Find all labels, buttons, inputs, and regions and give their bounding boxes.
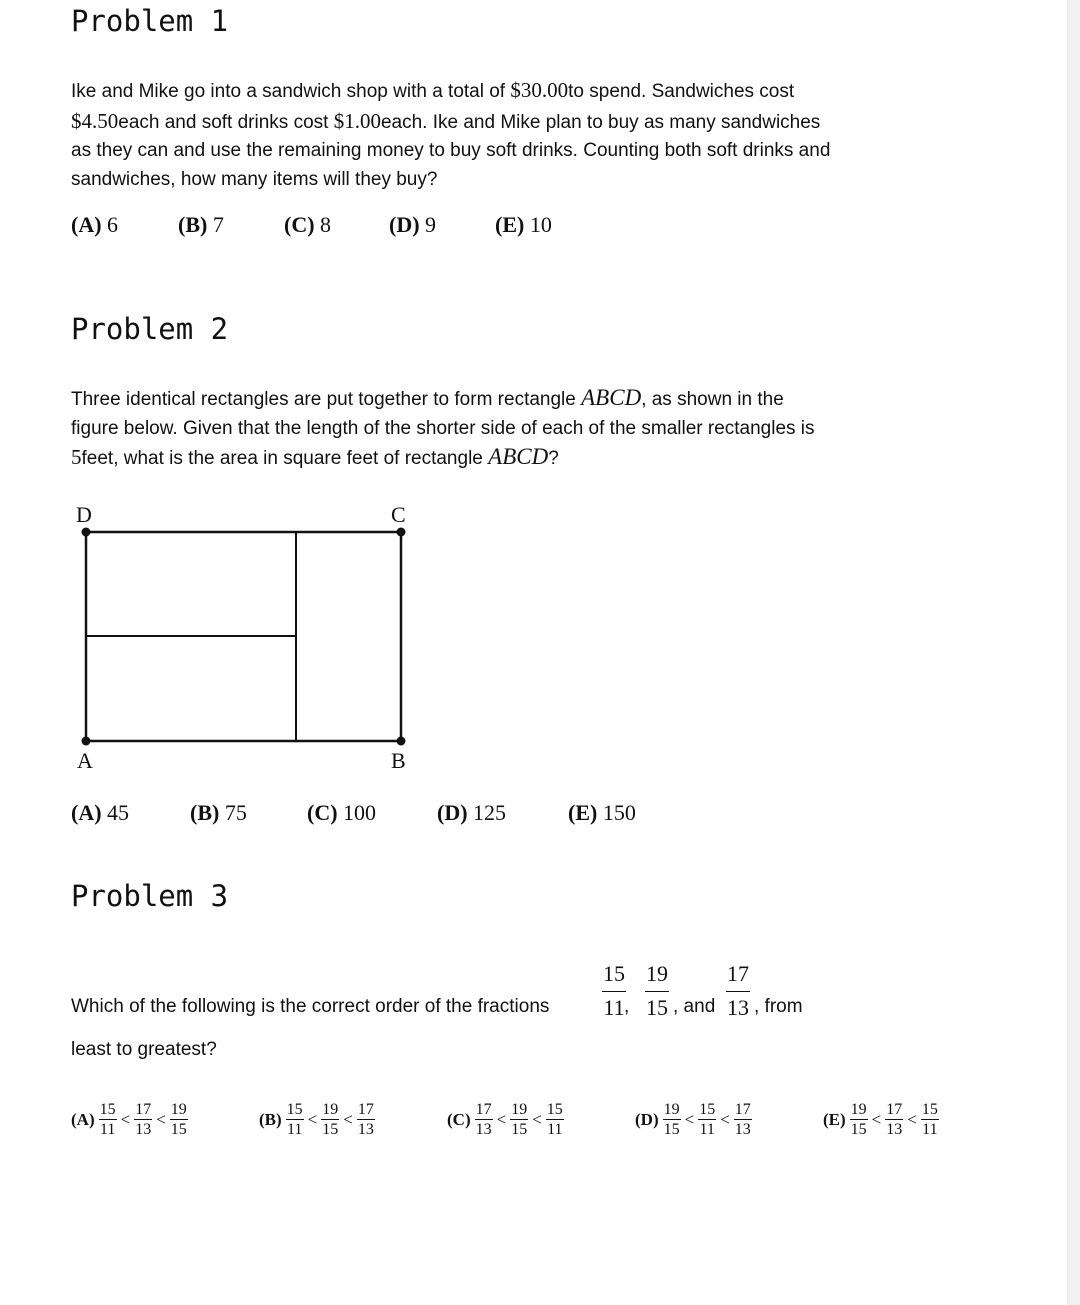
numerator: 19 [663, 1101, 680, 1118]
numerator: 15 [286, 1101, 303, 1118]
p1-choice-a[interactable] [71, 212, 118, 238]
numerator: 19 [646, 961, 668, 986]
choice-fraction [885, 1102, 903, 1138]
fraction-bar [134, 1119, 152, 1120]
fraction-bar [663, 1119, 681, 1120]
denominator: 11 [699, 1121, 715, 1138]
vertex-c-label: C [391, 502, 406, 527]
fraction-bar [698, 1119, 716, 1120]
denominator: 11 [603, 995, 625, 1020]
choice-fraction [134, 1102, 152, 1138]
choice-fraction [663, 1102, 681, 1138]
p1-text-1: Ike and Mike go into a sandwich shop with a total of [71, 81, 511, 102]
problem-1-heading: Problem 1 [71, 4, 229, 38]
fraction-bar [726, 991, 750, 992]
less-than: < [156, 1110, 166, 1129]
denominator: 13 [357, 1121, 374, 1138]
fraction-bar [734, 1119, 752, 1120]
problem-3-heading: Problem 3 [71, 879, 229, 913]
p3-choice-e[interactable] [823, 1102, 941, 1138]
choice-label: (E) [823, 1110, 846, 1129]
choice-value: 45 [107, 800, 130, 825]
denominator: 11 [99, 1121, 116, 1138]
p3-choice-d[interactable] [635, 1102, 754, 1138]
less-than: < [496, 1110, 507, 1129]
choice-fraction [734, 1102, 752, 1138]
fraction-bar [475, 1119, 493, 1120]
numerator: 19 [322, 1101, 339, 1118]
less-than: < [120, 1110, 131, 1129]
fraction-bar [170, 1119, 188, 1120]
choice-fraction [850, 1102, 868, 1138]
vertex-a-dot [82, 737, 91, 746]
numerator: 15 [99, 1101, 116, 1118]
vertex-d-dot [82, 528, 91, 537]
p3-text-2: , and [673, 996, 716, 1017]
numerator: 19 [850, 1101, 867, 1118]
numerator: 17 [357, 1101, 374, 1118]
numerator: 17 [135, 1101, 152, 1118]
vertex-a-label: A [77, 748, 93, 773]
choice-value: 6 [107, 212, 119, 237]
problem-2-heading: Problem 2 [71, 312, 229, 346]
p2-math-abcd: ABCD [581, 385, 642, 410]
numerator: 17 [886, 1101, 903, 1118]
p2-math-abcd-2: ABCD [488, 444, 549, 469]
p1-text-2: to spend. Sandwiches cost [568, 81, 795, 102]
p2-text-1: Three identical rectangles are put together to form rectangle [71, 389, 582, 410]
choice-value: 10 [529, 212, 552, 237]
p3-fraction-3 [726, 962, 750, 1020]
choice-fraction [99, 1102, 117, 1138]
numerator: 19 [511, 1101, 528, 1118]
choice-value: 75 [224, 800, 247, 825]
p2-choice-d[interactable] [437, 800, 506, 826]
choice-label: (D) [635, 1110, 659, 1129]
numerator: 15 [603, 961, 625, 986]
numerator: 15 [921, 1101, 938, 1118]
p1-math-sandwich-price: $4.50 [71, 108, 119, 133]
p3-choice-a[interactable] [71, 1102, 190, 1138]
denominator: 15 [322, 1121, 339, 1138]
choice-value: 8 [320, 212, 332, 237]
fraction-bar [885, 1119, 903, 1120]
choice-label: (E) [495, 212, 525, 237]
choice-label: (A) [71, 212, 102, 237]
choice-label: (B) [178, 212, 208, 237]
fraction-bar [645, 991, 669, 992]
choice-fraction [510, 1102, 528, 1138]
numerator: 17 [475, 1101, 492, 1118]
fraction-bar [357, 1119, 375, 1120]
p1-text-3: each and soft drinks cost [118, 111, 334, 133]
choice-label: (A) [71, 1110, 95, 1129]
p2-text-2: , as shown in the figure below. Given that the length of the shorter side of each of the smaller rectangles is [71, 389, 815, 439]
choice-fraction [921, 1102, 939, 1138]
less-than: < [720, 1110, 730, 1129]
choice-fraction [698, 1102, 716, 1138]
choice-fraction [357, 1102, 375, 1138]
numerator: 19 [170, 1101, 187, 1118]
choice-value: 150 [602, 800, 636, 825]
less-than: < [532, 1110, 542, 1129]
p1-math-total: $30.00 [510, 78, 569, 102]
less-than: < [684, 1110, 695, 1129]
p2-text-3: feet, what is the area in square feet of rectangle [81, 448, 489, 469]
denominator: 13 [135, 1121, 152, 1138]
fraction-bar [321, 1119, 339, 1120]
problem-1-text [71, 76, 831, 194]
vertex-d-label: D [76, 502, 92, 527]
p2-text-4: ? [548, 448, 559, 469]
vertex-c-dot [397, 528, 406, 537]
choice-label: (C) [447, 1110, 471, 1129]
numerator: 17 [727, 961, 749, 986]
p1-math-drink-price: $1.00 [333, 108, 381, 133]
p3-text-3: , from [754, 996, 803, 1017]
fraction-bar [602, 991, 626, 992]
denominator: 15 [646, 995, 668, 1020]
denominator: 15 [170, 1121, 187, 1138]
p1-choice-b[interactable] [178, 212, 224, 238]
p3-comma-1: , [624, 996, 630, 1017]
denominator: 15 [511, 1121, 528, 1138]
vertex-b-dot [397, 737, 406, 746]
denominator: 11 [286, 1121, 303, 1138]
choice-label: (B) [259, 1110, 282, 1129]
denominator: 13 [734, 1121, 751, 1138]
choice-label: (A) [71, 800, 102, 825]
fraction-bar [850, 1119, 868, 1120]
p1-text-4: each. Ike and Mike plan to buy as many sandwiches as they can and use the remaining money to buy soft drinks. Counting both soft drinks and sandwiches, how many items will they buy? [71, 111, 831, 190]
choice-label: (D) [389, 212, 420, 237]
choice-value: 100 [343, 800, 377, 825]
vertex-b-label: B [391, 748, 406, 773]
choice-label: (B) [190, 800, 220, 825]
p1-choice-c[interactable] [284, 212, 331, 238]
p3-text-1: Which of the following is the correct order of the fractions [71, 996, 550, 1017]
scrollbar[interactable] [1067, 0, 1080, 1305]
less-than: < [343, 1110, 353, 1129]
fraction-bar [99, 1119, 117, 1120]
choice-label: (D) [437, 800, 468, 825]
choice-value: 9 [425, 212, 437, 237]
denominator: 13 [886, 1121, 903, 1138]
choice-label: (E) [568, 800, 598, 825]
less-than: < [307, 1110, 318, 1129]
p3-choice-b[interactable] [259, 1102, 377, 1138]
p1-choice-d[interactable] [389, 212, 436, 238]
numerator: 15 [546, 1101, 563, 1118]
denominator: 11 [547, 1121, 563, 1138]
p3-fraction-2 [645, 962, 669, 1020]
choice-label: (C) [307, 800, 338, 825]
rectangle-abcd-figure [70, 498, 420, 778]
p2-choice-e[interactable] [568, 800, 636, 826]
choice-value: 125 [473, 800, 507, 825]
fraction-bar [546, 1119, 564, 1120]
p2-math-five: 5 [71, 445, 82, 469]
p1-choice-e[interactable] [495, 212, 552, 238]
fraction-bar [921, 1119, 939, 1120]
p3-fraction-1 [602, 962, 626, 1020]
fraction-bar [286, 1119, 304, 1120]
p3-text-4: least to greatest? [71, 1039, 217, 1060]
numerator: 17 [734, 1101, 751, 1118]
numerator: 15 [699, 1101, 716, 1118]
choice-fraction [321, 1102, 339, 1138]
p2-choice-b[interactable] [190, 800, 247, 826]
choice-label: (C) [284, 212, 315, 237]
less-than: < [871, 1110, 882, 1129]
choice-fraction [546, 1102, 564, 1138]
less-than: < [907, 1110, 917, 1129]
fraction-bar [510, 1119, 528, 1120]
denominator: 15 [663, 1121, 680, 1138]
choice-value: 7 [212, 212, 224, 237]
choice-fraction [286, 1102, 304, 1138]
denominator: 15 [850, 1121, 867, 1138]
denominator: 13 [475, 1121, 492, 1138]
p3-choice-c[interactable] [447, 1102, 566, 1138]
choice-fraction [475, 1102, 493, 1138]
problem-2-text [71, 384, 831, 474]
denominator: 13 [727, 995, 749, 1020]
choice-fraction [170, 1102, 188, 1138]
p2-choice-c[interactable] [307, 800, 376, 826]
denominator: 11 [922, 1121, 938, 1138]
p2-choice-a[interactable] [71, 800, 129, 826]
